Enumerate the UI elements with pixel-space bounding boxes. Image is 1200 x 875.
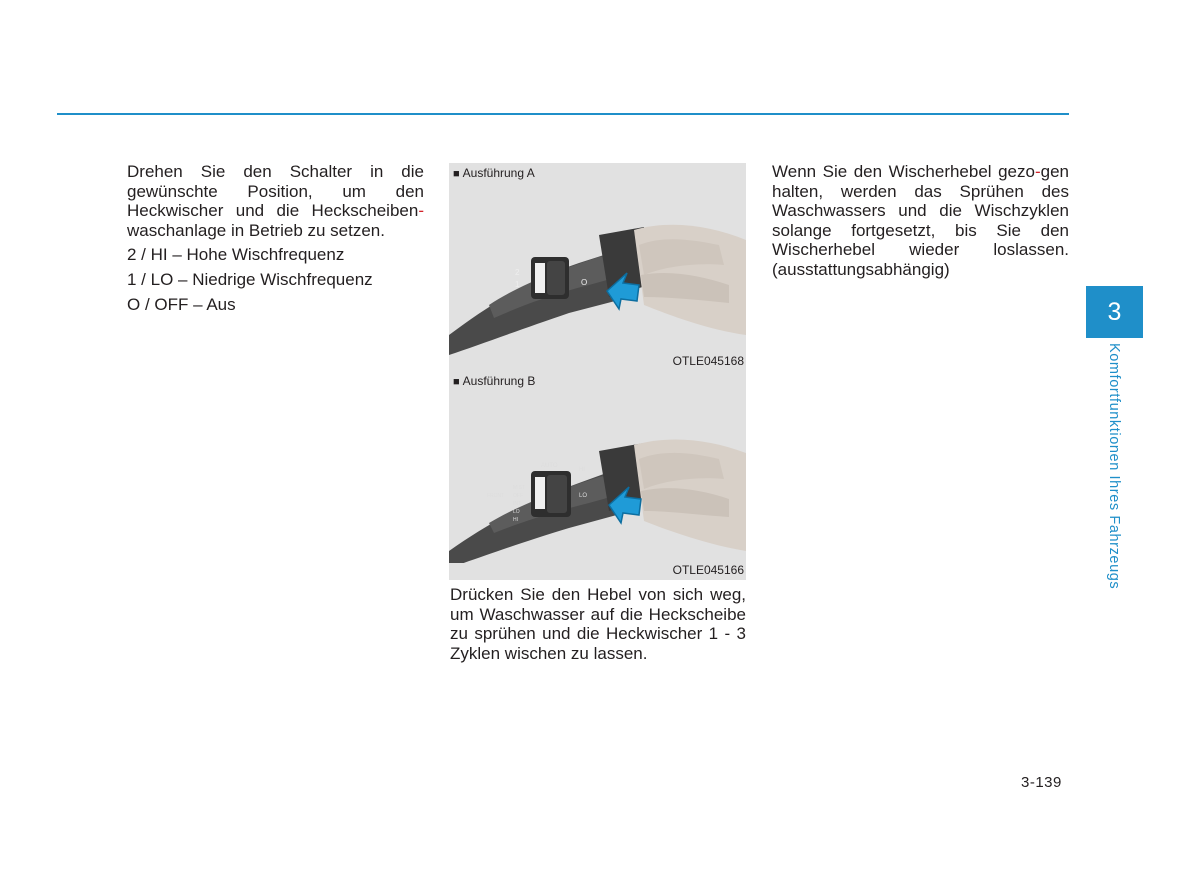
hyphen-mark-right: - (1034, 162, 1041, 181)
lever-a-label-1: 1 (515, 280, 520, 289)
chapter-title: Komfortfunktionen Ihres Fahrzeugs (1106, 343, 1122, 590)
wiper-lever-illustration-b (449, 393, 746, 563)
page-number: 3-139 (1021, 774, 1062, 791)
lever-b-label-off: OFF (513, 493, 523, 499)
figure-version-b (449, 371, 746, 580)
right-paragraph: Wenn Sie den Wischerhebel gezo-gen halten, werden das Sprühen des Waschwassers und die Wischzyklen solange fortgesetzt, bis Sie den Wischerhebel wieder loslassen. (ausstattungsabhängig) (772, 162, 1069, 279)
header-rule (57, 113, 1069, 115)
lever-a-label-2: 2 (515, 268, 520, 277)
figure-a-code: OTLE045168 (672, 354, 744, 368)
left-column (127, 162, 424, 314)
lever-b-label-mist: MIST (513, 485, 525, 491)
wiper-mode-lo: 1 / LO – Niedrige Wischfrequenz (127, 269, 373, 289)
left-intro-paragraph: Drehen Sie den Schalter in die gewünschte Position, um den Heckwischer und die Heckscheiben- waschanlage in Betrieb zu setzen. (127, 162, 424, 240)
wiper-lever-illustration-a (449, 185, 746, 355)
figure-version-a (449, 163, 746, 371)
lever-b-label-int: INT (513, 501, 522, 507)
figure-b-label: ■ Ausführung B (453, 374, 536, 388)
lever-b-label-front: FRONT (487, 493, 505, 499)
right-column (772, 162, 1069, 280)
lever-b-label-lo-2: LO (513, 509, 520, 515)
wiper-mode-off: O / OFF – Aus (127, 294, 236, 314)
lever-a-label-o: O (581, 278, 588, 287)
lever-b-label-hi-2: HI (513, 517, 518, 523)
lever-b-label-auto: AUTO (541, 463, 558, 469)
figure-a-label: ■ Ausführung A (453, 166, 535, 180)
lever-b-label-hi: HI (579, 467, 585, 473)
caption-text: Drücken Sie den Hebel von sich weg, um Waschwasser auf die Heckscheibe zu sprühen und die Heckwischer 1 - 3 Zyklen wischen zu lassen. (450, 585, 746, 663)
lever-b-label-lo: LO (579, 493, 588, 499)
figure-caption (450, 585, 746, 663)
wiper-mode-hi: 2 / HI – Hohe Wischfrequenz (127, 245, 345, 265)
figure-b-code: OTLE045166 (672, 563, 744, 577)
chapter-tab: 3 (1086, 286, 1143, 338)
hyphen-mark: - (418, 201, 424, 221)
